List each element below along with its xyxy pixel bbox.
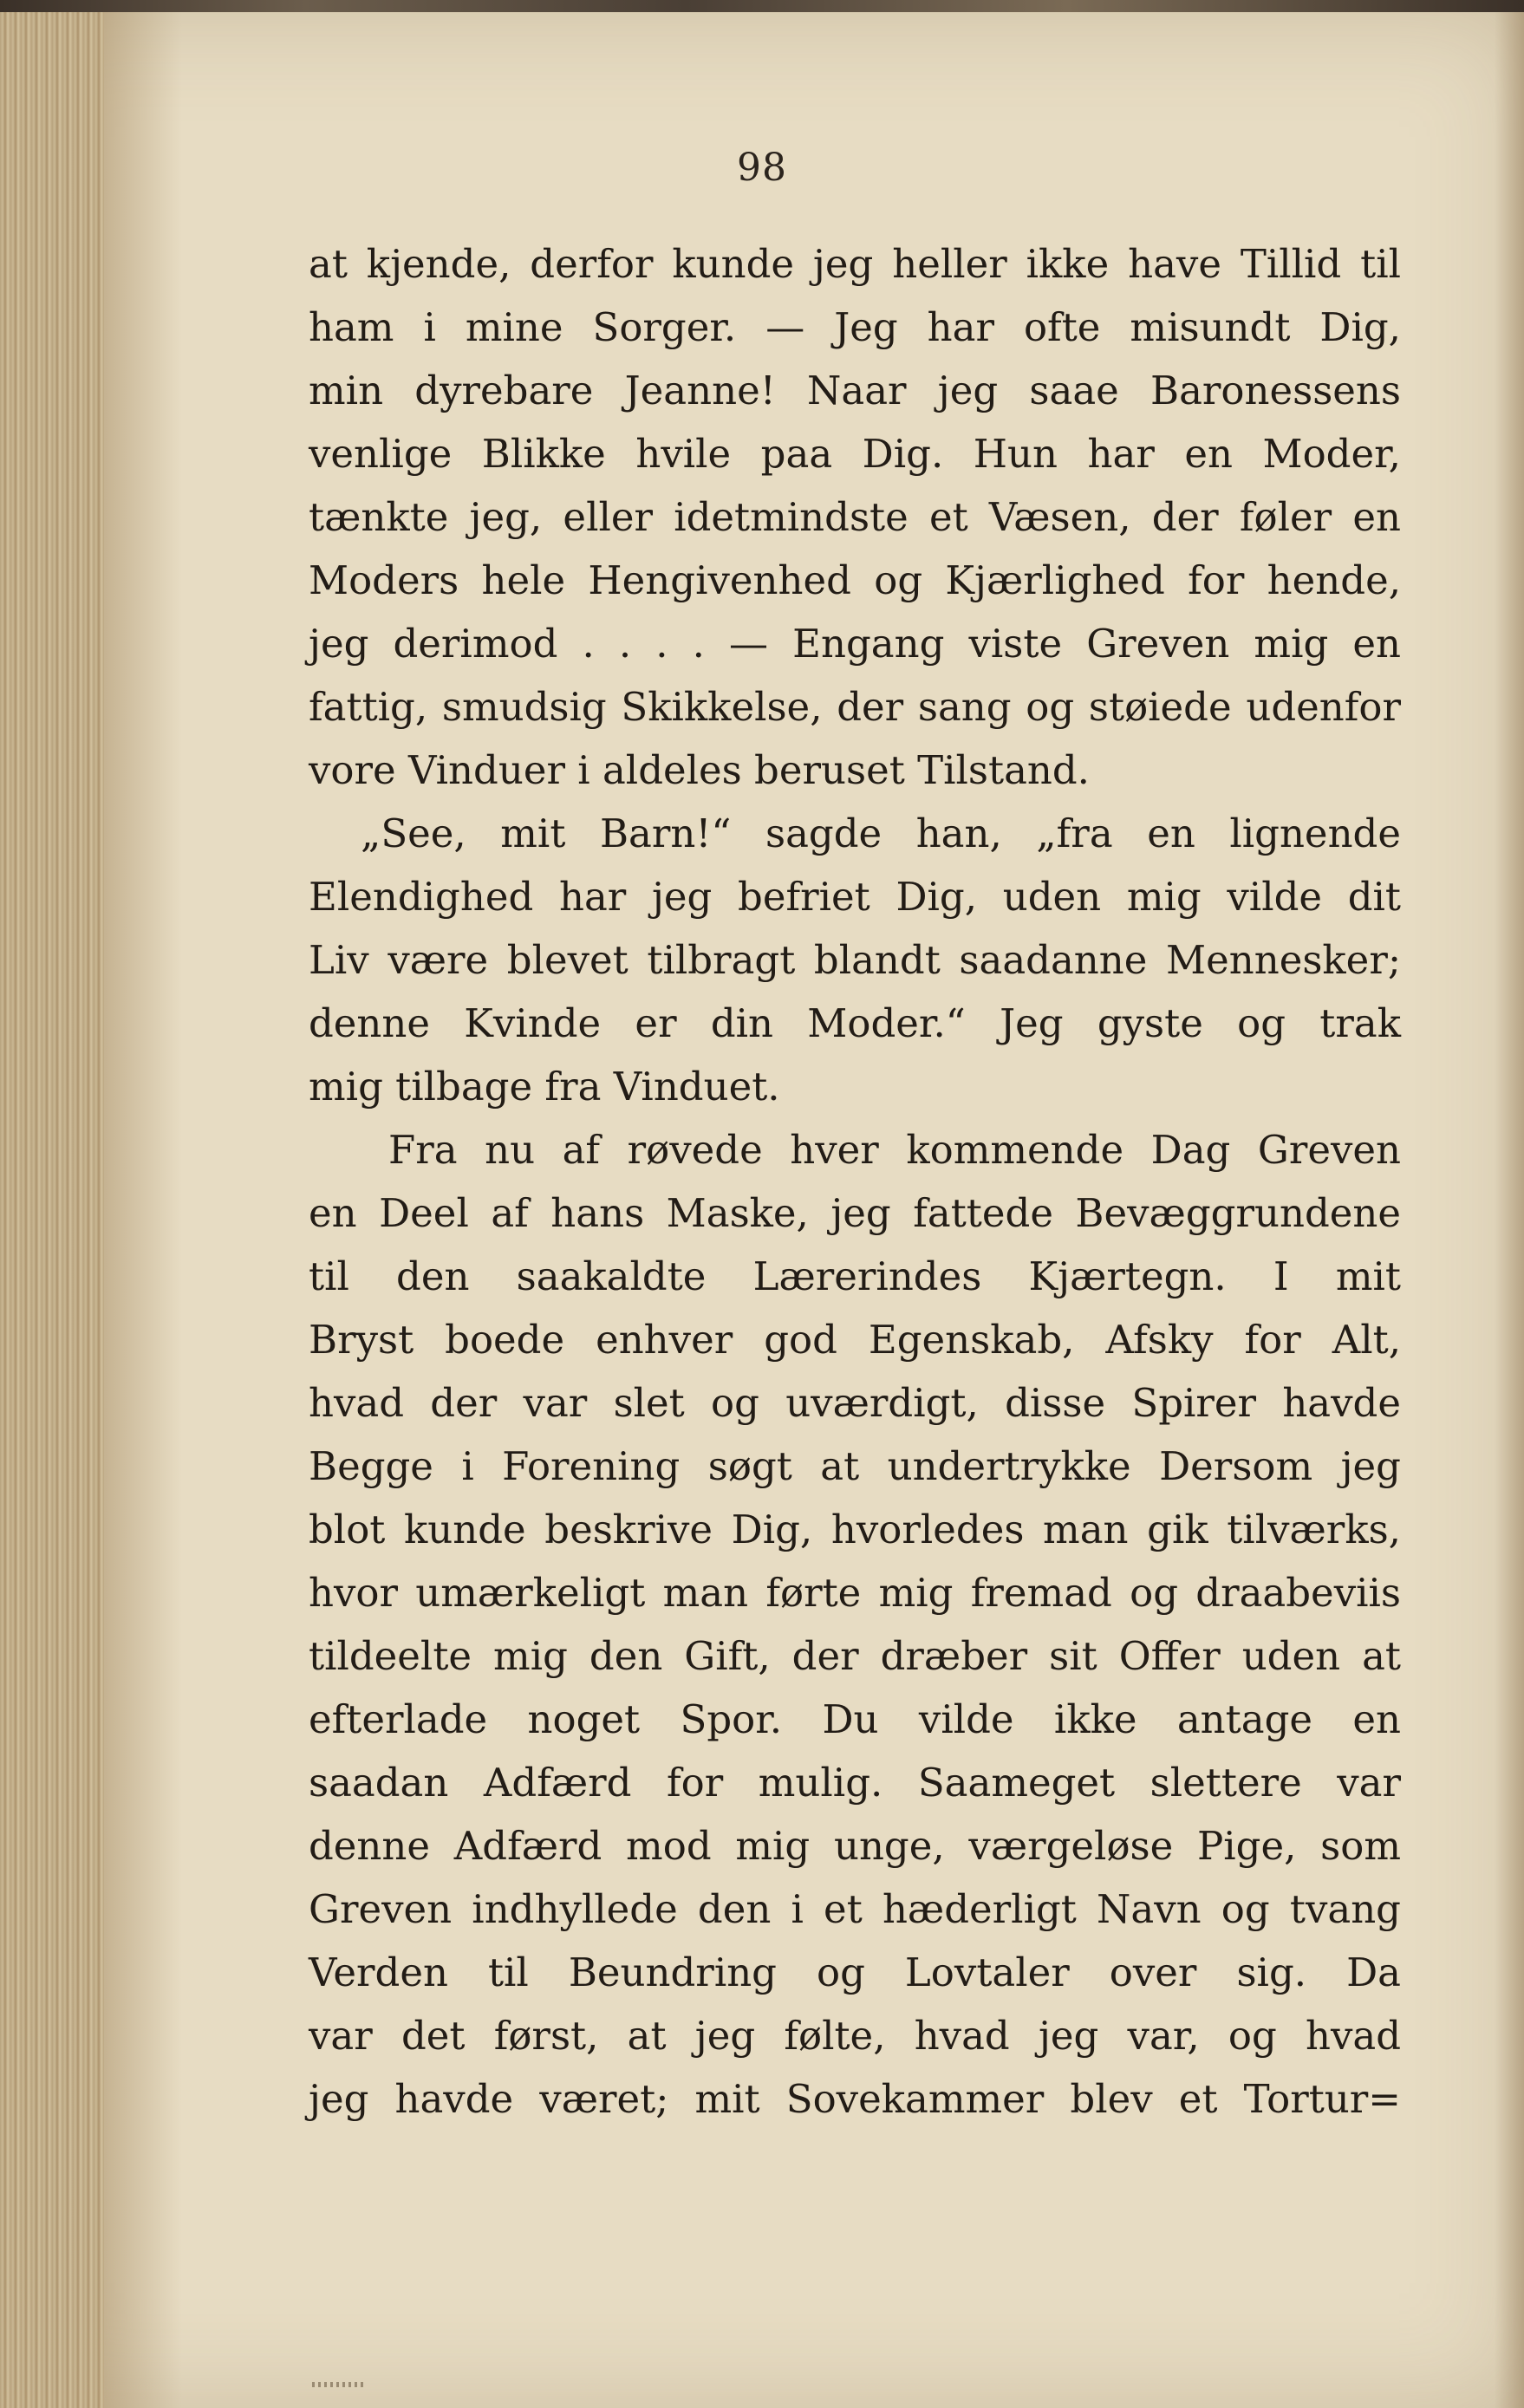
text-line: var det først, at jeg følte, hvad jeg var, og hvad bbox=[309, 2013, 1401, 2059]
body-text bbox=[309, 232, 1401, 2131]
text-line: Bryst boede enhver god Egenskab, Afsky for Alt, bbox=[309, 1317, 1401, 1363]
text-line: tænkte jeg, eller idetmindste et Væsen, der føler en bbox=[309, 494, 1401, 540]
bottom-smudge bbox=[312, 2382, 364, 2387]
text-line: fattig, smudsig Skikkelse, der sang og støiede udenfor bbox=[309, 684, 1401, 730]
text-line: tildeelte mig den Gift, der dræber sit Offer uden at bbox=[309, 1633, 1401, 1679]
text-line: efterlade noget Spor. Du vilde ikke antage en bbox=[309, 1696, 1401, 1742]
gutter-shadow bbox=[104, 12, 182, 2408]
text-line: denne Adfærd mod mig unge, værgeløse Pige, som bbox=[309, 1823, 1401, 1869]
text-line: en Deel af hans Maske, jeg fattede Bevæggrundene bbox=[309, 1190, 1401, 1236]
text-line: hvor umærkeligt man førte mig fremad og draabeviis bbox=[309, 1570, 1401, 1616]
text-line: Moders hele Hengivenhed og Kjærlighed for hende, bbox=[309, 557, 1401, 603]
text-line: Fra nu af røvede hver kommende Dag Greven bbox=[388, 1127, 1401, 1173]
text-line: denne Kvinde er din Moder.“ Jeg gyste og trak bbox=[309, 1000, 1401, 1046]
text-line: Begge i Forening søgt at undertrykke Dersom jeg bbox=[309, 1443, 1401, 1489]
book-gutter bbox=[0, 12, 104, 2408]
text-line: Greven indhyllede den i et hæderligt Navn og tvang bbox=[309, 1886, 1401, 1932]
text-line: blot kunde beskrive Dig, hvorledes man gik tilværks, bbox=[309, 1507, 1401, 1552]
text-line: jeg derimod . . . . — Engang viste Greven mig en bbox=[309, 621, 1401, 667]
text-line: ham i mine Sorger. — Jeg har ofte misundt Dig, bbox=[309, 304, 1401, 350]
page-number: 98 bbox=[737, 146, 787, 190]
text-line: hvad der var slet og uværdigt, disse Spirer havde bbox=[309, 1380, 1401, 1426]
text-line: min dyrebare Jeanne! Naar jeg saae Baronessens bbox=[309, 368, 1401, 413]
page-right-edge bbox=[1495, 12, 1524, 2408]
text-line: Liv være blevet tilbragt blandt saadanne Mennesker; bbox=[309, 937, 1401, 983]
text-line: Verden til Beundring og Lovtaler over sig. Da bbox=[309, 1949, 1401, 1995]
text-line: „See, mit Barn!“ sagde han, „fra en lignende bbox=[361, 810, 1401, 856]
text-line: til den saakaldte Lærerindes Kjærtegn. I mit bbox=[309, 1253, 1401, 1299]
text-line: at kjende, derfor kunde jeg heller ikke have Tillid til bbox=[309, 241, 1401, 287]
text-line: vore Vinduer i aldeles beruset Tilstand. bbox=[309, 747, 1090, 793]
text-line: venlige Blikke hvile paa Dig. Hun har en Moder, bbox=[309, 431, 1401, 477]
text-line: Elendighed har jeg befriet Dig, uden mig vilde dit bbox=[309, 874, 1401, 920]
text-line: mig tilbage fra Vinduet. bbox=[309, 1064, 780, 1110]
text-line: saadan Adfærd for mulig. Saameget slettere var bbox=[309, 1760, 1401, 1806]
text-line: jeg havde været; mit Sovekammer blev et Tortur= bbox=[309, 2076, 1401, 2122]
